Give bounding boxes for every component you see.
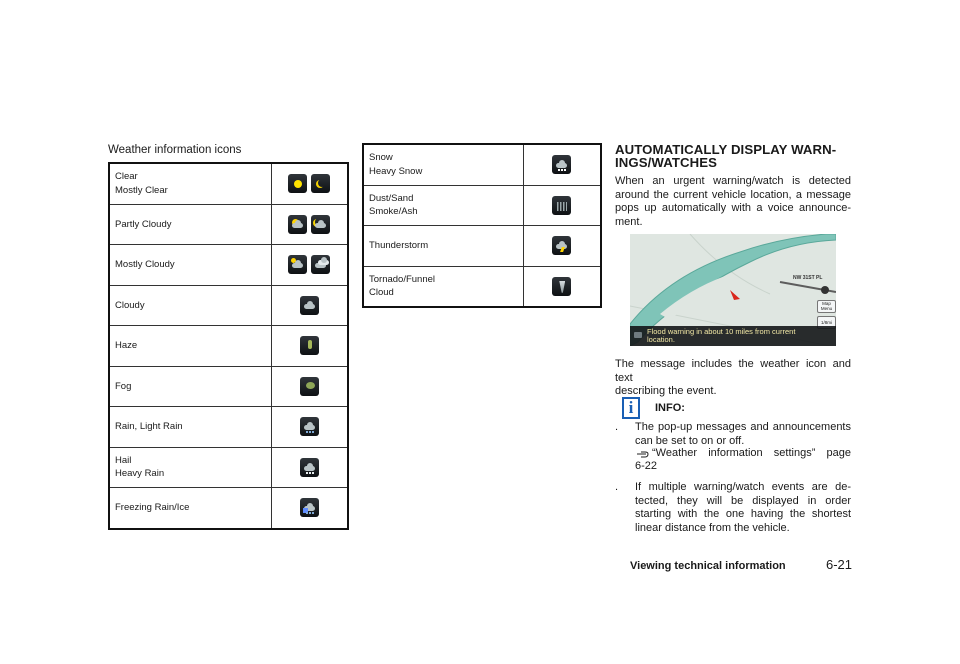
condition-label: Thunderstorm [369,240,429,251]
hail-icon [300,458,319,477]
condition-label: Mostly Cloudy [115,259,175,270]
bullet-line: starting with the one having the shortest [635,508,851,520]
weather-icons-table-left [108,162,349,530]
navigation-screen-image [630,234,836,346]
heading-line-2: INGS/WATCHES [615,155,718,170]
condition-label-cell [109,326,271,367]
heading-line-1: AUTOMATICALLY DISPLAY WARN- [615,142,837,157]
map-menu-button [817,300,836,313]
table-row [363,144,601,185]
bullet-text [635,481,851,535]
freezing-rain-icon [300,498,319,517]
road-label: NW 31ST PL [793,275,823,281]
table-row [109,407,348,448]
table-row [109,245,348,286]
condition-label-cell [363,144,523,185]
intro-line: pops up automatically with a voice announce- [615,202,851,214]
table-row [109,285,348,326]
condition-label-cell [109,245,271,286]
table-row [363,185,601,226]
bullet-line: The pop-up messages and announcements [635,421,851,433]
condition-label-cell [109,285,271,326]
condition-label: Freezing Rain/Ice [115,502,190,513]
table-row [363,226,601,267]
bullet-line: tected, they will be displayed in order [635,494,851,507]
condition-label: Partly Cloudy [115,218,172,230]
condition-label: Mostly Clear [115,184,168,196]
reference-link-text[interactable]: “Weather information settings” page [652,447,851,459]
condition-label: Dust/Sand [369,192,414,204]
bullet-text [635,421,851,448]
condition-label: Heavy Rain [115,468,165,480]
condition-label: Cloudy [115,299,145,311]
partly-cloudy-day-icon [288,215,307,234]
table-row [363,266,601,307]
weather-icons-table-right [362,143,602,308]
condition-label: Snow [369,152,393,164]
cloud-icon [300,296,319,315]
map-menu-label: Menu [820,306,833,311]
bullet-line: If multiple warning/watch events are de- [635,481,851,493]
weather-icon-cell [523,144,601,185]
table-caption: Weather information icons [108,144,242,156]
bullet-item [615,421,851,448]
mostly-cloudy-day-icon [288,255,307,274]
table-row [109,447,348,488]
condition-label-cell [109,204,271,245]
condition-label-cell [363,226,523,267]
table-row [109,204,348,245]
weather-icon-cell [523,185,601,226]
condition-label-cell [363,185,523,226]
condition-label: Rain, Light Rain [115,421,183,432]
paragraph-line: The message includes the weather icon and text [615,358,851,384]
footer-section-title: Viewing technical information [630,560,786,572]
section-heading [615,143,855,169]
condition-label: Hail [115,454,132,466]
info-label: INFO: [655,402,685,414]
condition-label: Cloud [369,287,394,299]
footer-page-number: 6-21 [826,557,853,572]
condition-label-cell [109,366,271,407]
bullet-line: linear distance from the vehicle. [635,521,790,534]
condition-label-cell [109,488,271,529]
weather-icon-cell [271,407,348,448]
snow-icon [552,155,571,174]
weather-icon-cell [271,488,348,529]
weather-icon-cell [271,447,348,488]
condition-label: Tornado/Funnel [369,273,436,285]
moon-icon [311,174,330,193]
condition-label: Fog [115,380,132,392]
table-row [109,163,348,204]
weather-icon-cell [271,245,348,286]
warning-text-line: location. [647,335,675,344]
weather-icon-cell [271,163,348,204]
paragraph-line: describing the event. [615,385,717,397]
weather-icon-cell [271,366,348,407]
rain-icon [300,417,319,436]
condition-label-cell [109,447,271,488]
condition-label: Haze [115,340,138,351]
condition-label: Clear [115,171,138,183]
tornado-icon [552,277,571,296]
mostly-cloudy-night-icon [311,255,330,274]
weather-icon-cell [523,266,601,307]
bullet-item [615,481,851,535]
intro-line: When an urgent warning/watch is detected [615,175,851,187]
weather-icon-cell [271,326,348,367]
warning-text [647,328,827,344]
bullet-dot: . [615,481,619,493]
weather-icon-cell [523,226,601,267]
sun-icon [288,174,307,193]
intro-line: ment. [615,215,643,228]
weather-icon-cell [271,204,348,245]
condition-label-cell [109,163,271,204]
bullet-dot: . [615,421,619,433]
dust-icon [552,196,571,215]
condition-label: Smoke/Ash [369,206,418,218]
info-icon: i [622,397,640,419]
table-row [109,488,348,529]
reference-pointer-icon [636,449,650,459]
warning-text-line: Flood warning in about 10 miles from current [647,327,796,336]
after-image-paragraph [615,358,851,399]
reference-page[interactable]: 6-22 [635,460,658,472]
fog-icon [300,377,319,396]
bullet-line: can be set to on or off. [635,434,745,447]
weather-icon-cell [271,285,348,326]
table-row [109,366,348,407]
thunderstorm-icon [552,236,571,255]
partly-cloudy-night-icon [311,215,330,234]
haze-icon [300,336,319,355]
condition-label: Heavy Snow [369,165,423,177]
warning-banner [630,326,836,346]
condition-label-cell [109,407,271,448]
weather-warning-icon [634,332,642,338]
condition-label-cell [363,266,523,307]
map-menu-label: Map [822,301,831,306]
intro-paragraph [615,175,851,229]
zoom-scale-button: 1/8mi [817,316,836,329]
table-row [109,326,348,367]
intro-line: around the current vehicle location, a message [615,188,851,201]
